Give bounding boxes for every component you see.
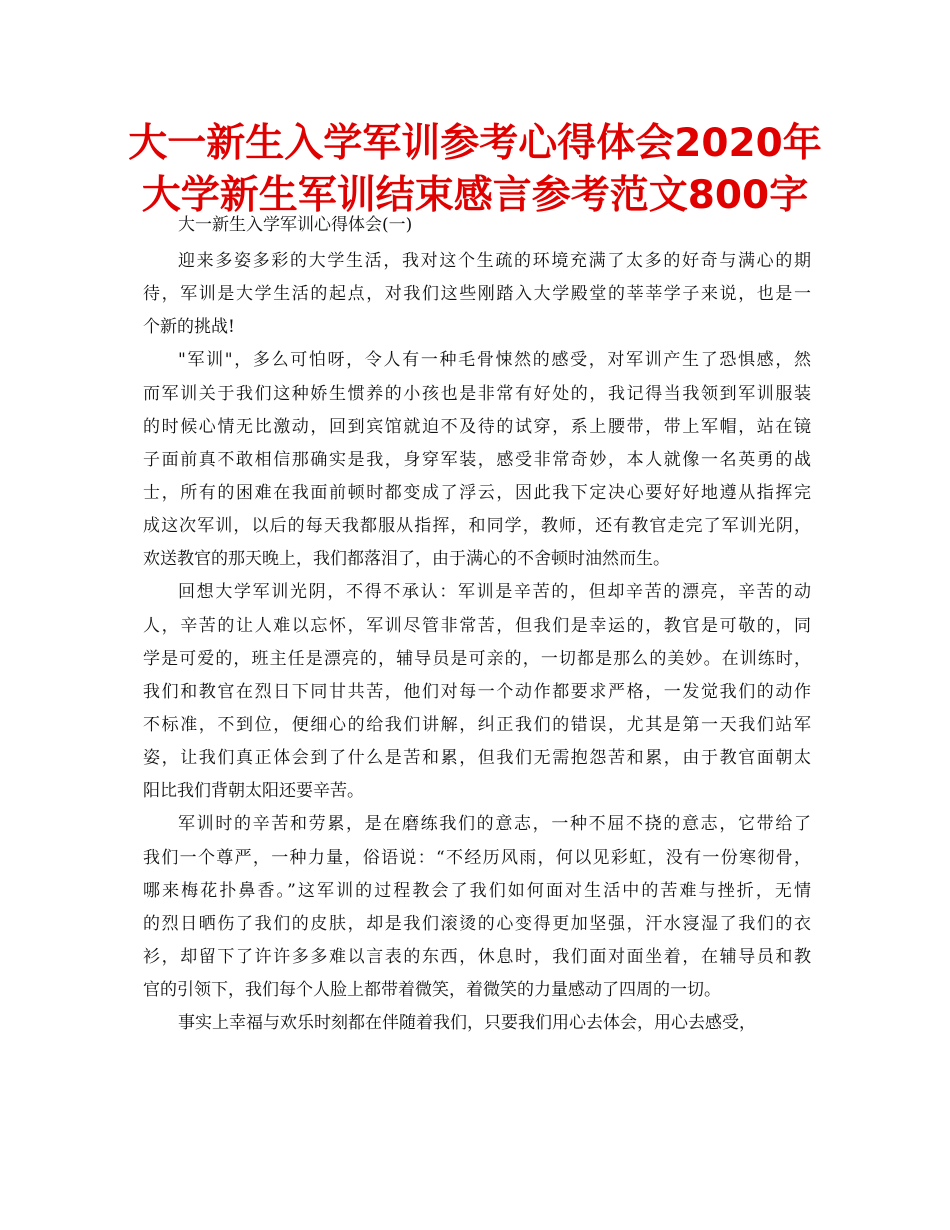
paragraph-3-line-1: 回想大学军训光阴，不得不承认：军训是辛苦的，但却辛苦的漂亮，辛苦的动 bbox=[178, 582, 811, 603]
paragraph-2-line-4: 子面前真不敢相信那确实是我，身穿军装，感受非常奇妙，本人就像一名英勇的战 bbox=[143, 449, 811, 470]
paragraph-4-line-2: 我们一个尊严，一种力量，俗语说：“不经历风雨，何以见彩虹，没有一份寒彻骨， bbox=[143, 847, 811, 868]
paragraph-5-line-1: 事实上幸福与欢乐时刻都在伴随着我们，只要我们用心去体会，用心去感受， bbox=[178, 1013, 756, 1034]
paragraph-4-line-4: 的烈日晒伤了我们的皮肤，却是我们滚烫的心变得更加坚强，汗水寖湿了我们的衣 bbox=[143, 913, 811, 934]
paragraph-2-line-5: 士，所有的困难在我面前顿时都变成了浮云，因此我下定决心要好好地遵从指挥完 bbox=[143, 482, 811, 503]
paragraph-1-line-3: 个新的挑战! bbox=[143, 317, 235, 338]
paragraph-2-line-7: 欢送教官的那天晚上，我们都落泪了，由于满心的不舍顿时油然而生。 bbox=[143, 549, 670, 570]
paragraph-4-line-3: 哪来梅花扑鼻香。”这军训的过程教会了我们如何面对生活中的苦难与挫折，无情 bbox=[143, 880, 811, 901]
document-body bbox=[143, 245, 811, 1040]
title-line-1: 大一新生入学军训参考心得体会2020年 bbox=[128, 121, 822, 166]
paragraph-4-line-6: 官的引领下，我们每个人脸上都带着微笑，着微笑的力量感动了四周的一切。 bbox=[143, 980, 721, 1001]
paragraph-4-line-5: 衫，却留下了许许多多难以言表的东西，休息时，我们面对面坐着，在辅导员和教 bbox=[143, 946, 811, 967]
paragraph-4-line-1: 军训时的辛苦和劳累，是在磨练我们的意志，一种不屈不挠的意志，它带给了 bbox=[178, 814, 811, 835]
paragraph-2-line-3: 的时候心情无比激动，回到宾馆就迫不及待的试穿，系上腰带，带上军帽，站在镜 bbox=[143, 416, 811, 437]
paragraph-1-line-1: 迎来多姿多彩的大学生活，我对这个生疏的环境充满了太多的好奇与满心的期 bbox=[178, 251, 811, 271]
paragraph-3-line-4: 我们和教官在烈日下同甘共苦，他们对每一个动作都要求严格，一发觉我们的动作 bbox=[143, 681, 811, 702]
title-line-2: 大学新生军训结束感言参考范文800字 bbox=[141, 173, 809, 218]
paragraph-3-line-5: 不标准，不到位，便细心的给我们讲解，纠正我们的错误，尤其是第一天我们站军 bbox=[143, 714, 811, 735]
paragraph-2-line-1: "军训"，多么可怕呀，令人有一种毛骨悚然的感受，对军训产生了恐惧感，然 bbox=[178, 350, 811, 371]
paragraph-2-line-6: 成这次军训，以后的每天我都服从指挥，和同学，教师，还有教官走完了军训光阴， bbox=[143, 516, 811, 537]
paragraph-1-line-2: 待，军训是大学生活的起点，对我们这些刚踏入大学殿堂的莘莘学子来说，也是一 bbox=[143, 284, 811, 305]
document-title bbox=[100, 118, 850, 222]
paragraph-3-line-7: 阳比我们背朝太阳还要辛苦。 bbox=[143, 781, 364, 802]
paragraph-2-line-2: 而军训关于我们这种娇生惯养的小孩也是非常有好处的，我记得当我领到军训服装 bbox=[143, 383, 811, 404]
paragraph-3-line-2: 人，辛苦的让人难以忘怀，军训尽管非常苦，但我们是幸运的，教官是可敬的，同 bbox=[143, 615, 811, 636]
paragraph-3-line-3: 学是可爱的，班主任是漂亮的，辅导员是可亲的，一切都是那么的美妙。在训练时， bbox=[143, 648, 811, 669]
section-subtitle: 大一新生入学军训心得体会(一) bbox=[178, 215, 413, 235]
paragraph-3-line-6: 姿，让我们真正体会到了什么是苦和累，但我们无需抱怨苦和累，由于教官面朝太 bbox=[143, 748, 811, 769]
